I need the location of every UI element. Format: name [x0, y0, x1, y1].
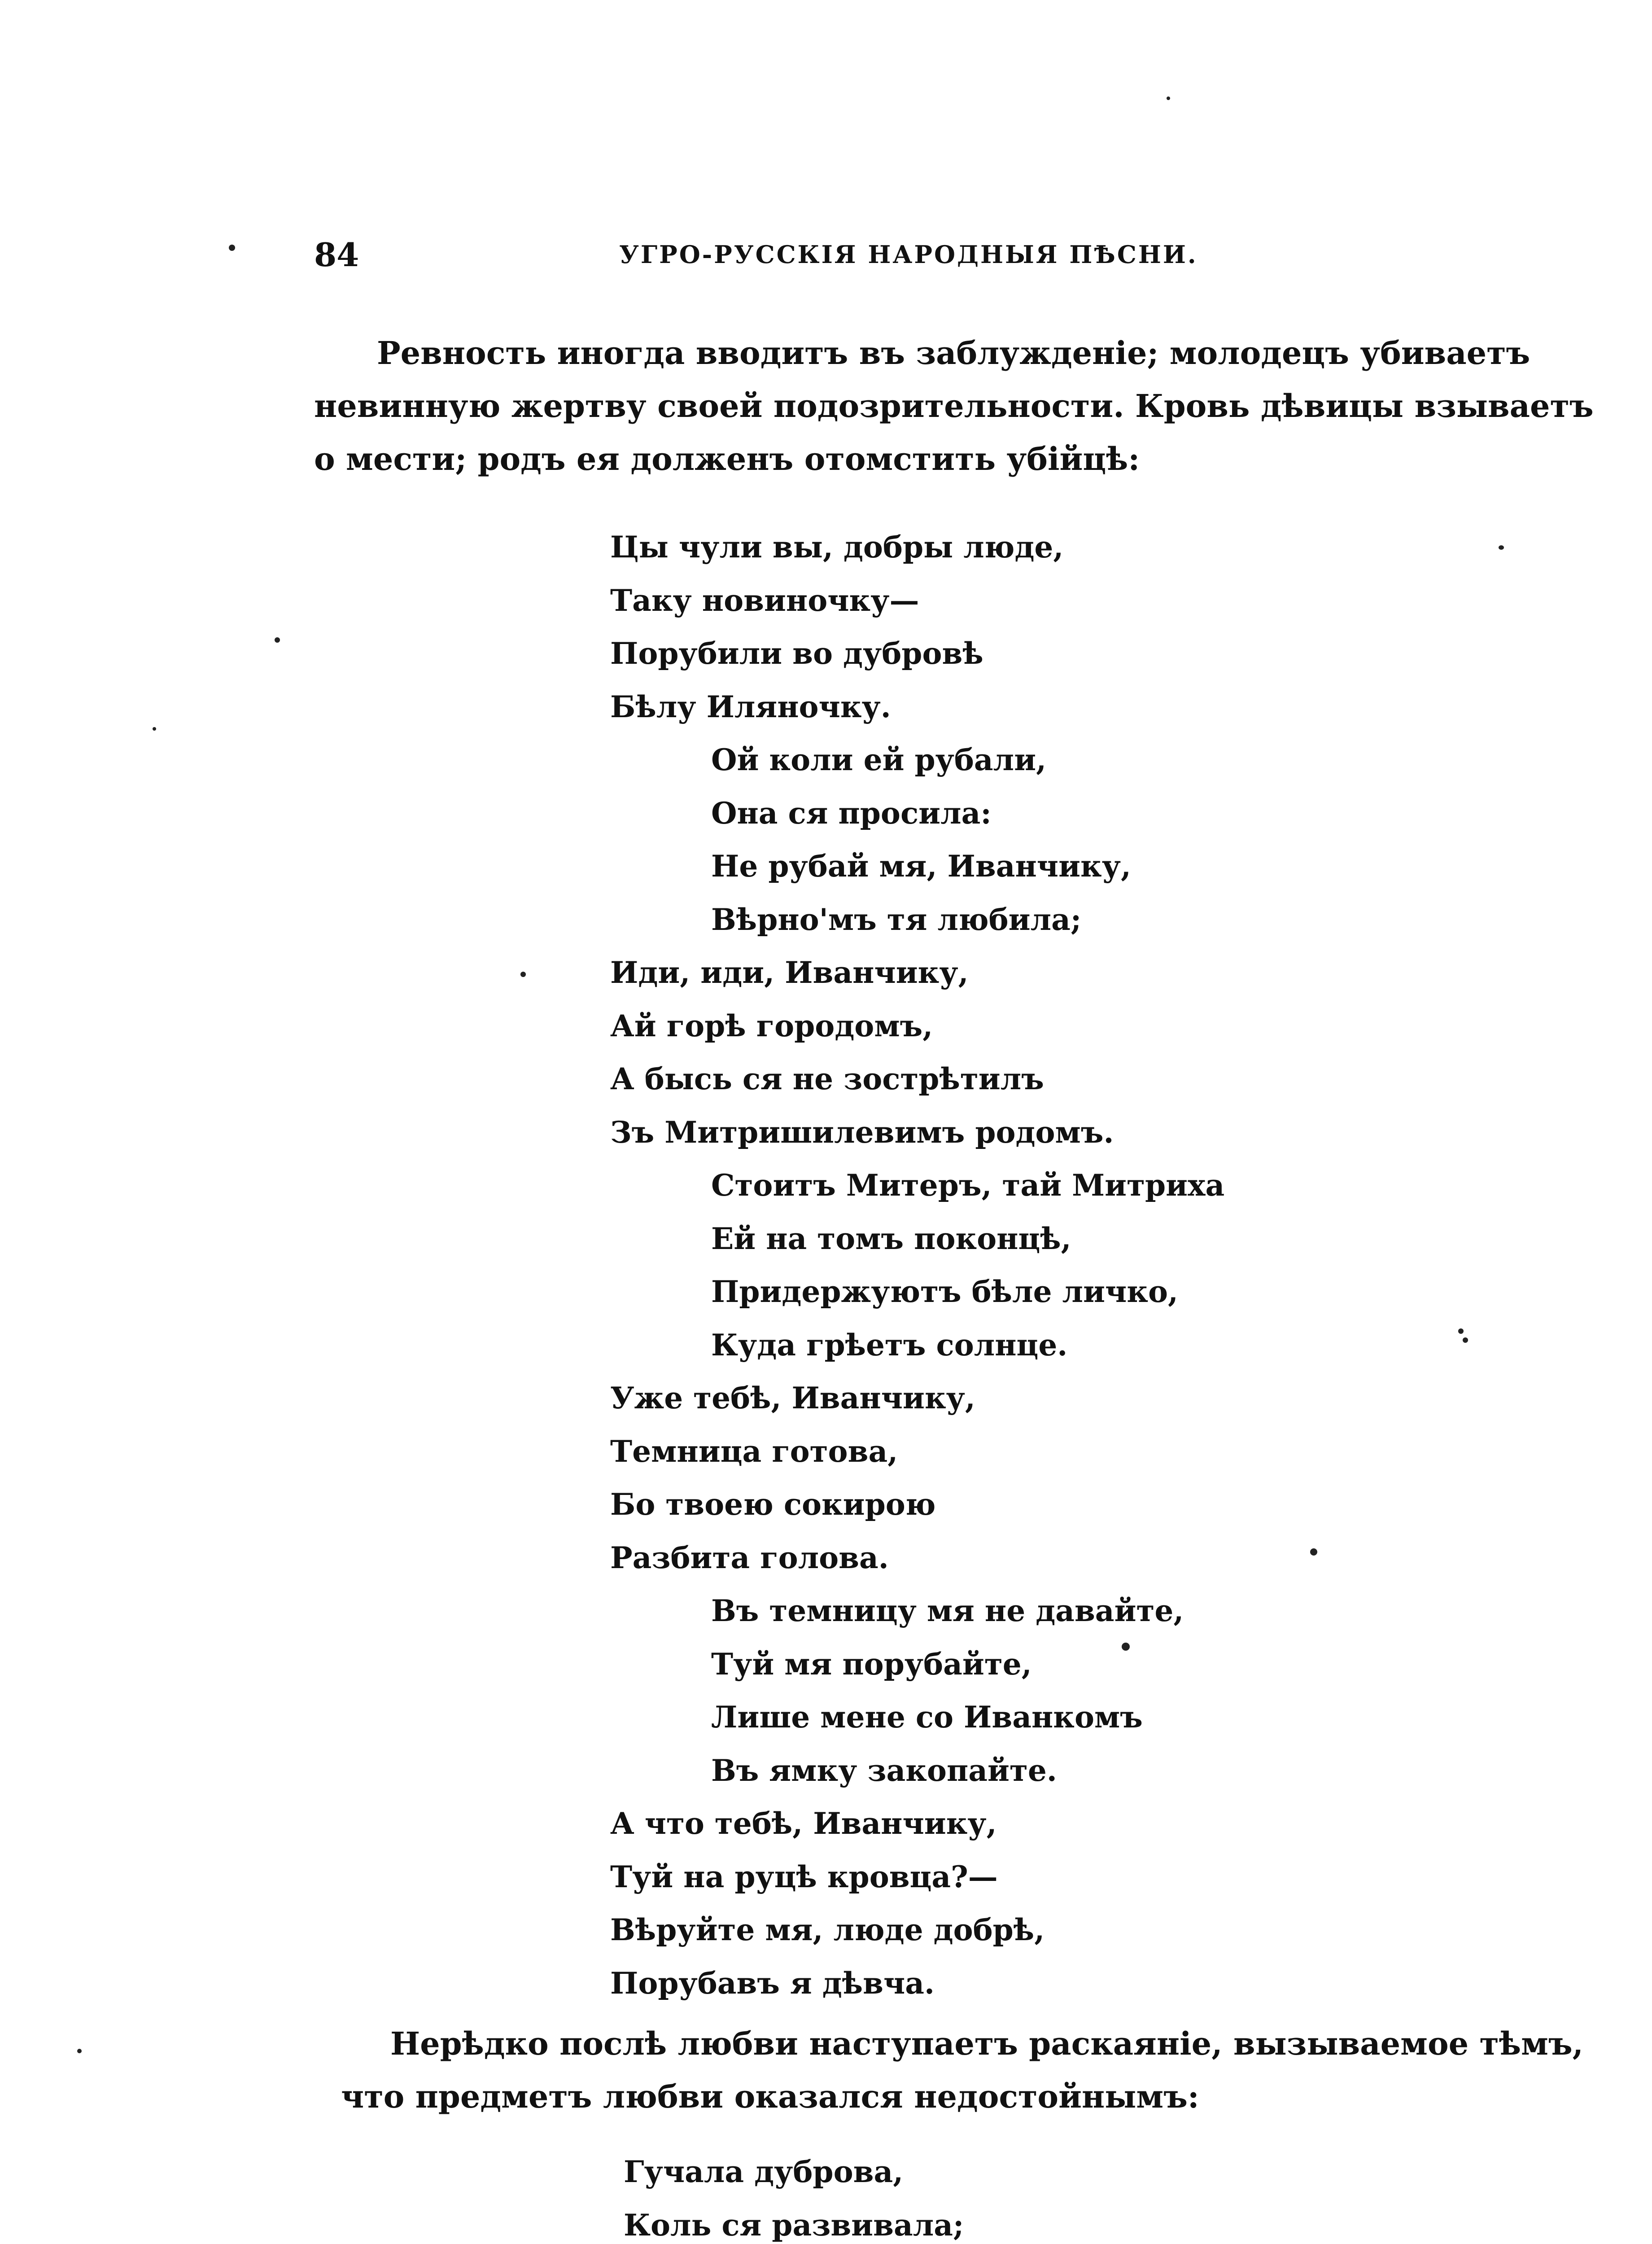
paragraph-line: что предметъ любви оказался недостойнымъ:: [341, 2078, 1199, 2115]
verse-line: Не рубай мя, Иванчику,: [711, 849, 1131, 884]
verse-line: Таку новиночку—: [610, 583, 919, 618]
verse-line: Туй на руцѣ кровца?—: [610, 1859, 998, 1894]
verse-line: Уже тебѣ, Иванчику,: [610, 1381, 975, 1416]
outro-paragraph: [341, 2017, 1584, 2123]
verse-line: А бысь ся не зострѣтилъ: [610, 1061, 1044, 1096]
page-number: 84: [314, 236, 359, 274]
intro-paragraph: [314, 327, 1594, 486]
verse-line: Вѣруйте мя, люде добрѣ,: [610, 1912, 1045, 1947]
verse-line: А что тебѣ, Иванчику,: [610, 1806, 997, 1841]
scan-speck: [1499, 545, 1504, 550]
scan-speck: [229, 245, 235, 251]
scan-speck: [1310, 1548, 1317, 1556]
song-two: [624, 2145, 1297, 2244]
verse-line: Ой коли ей рубали,: [711, 742, 1047, 777]
verse-line: Вѣрно'мъ тя любила;: [711, 902, 1082, 937]
verse-line: Ай горѣ городомъ,: [610, 1008, 933, 1043]
scan-speck: [1463, 1337, 1468, 1343]
verse-line: Бо твоею сокирою: [610, 1487, 936, 1522]
verse-line: Порубавъ я дѣвча.: [610, 1965, 935, 2001]
verse-line: Гучала дуброва,: [624, 2154, 904, 2189]
scan-speck: [1458, 1328, 1464, 1334]
scan-speck: [275, 637, 280, 643]
verse-line: Въ ямку закопайте.: [711, 1753, 1057, 1788]
page-header: [314, 236, 1427, 285]
verse-line: Разбита голова.: [610, 1540, 889, 1575]
verse-line: Придержуютъ бѣле личко,: [711, 1274, 1179, 1309]
verse-line: Темница готова,: [610, 1433, 898, 1469]
verse-line: Коль ся развивала;: [624, 2207, 964, 2243]
verse-line: Туй мя порубайте,: [711, 1646, 1032, 1682]
scan-speck: [77, 2049, 82, 2053]
running-title: УГРО-РУССКІЯ НАРОДНЫЯ ПѢСНИ.: [619, 240, 1198, 269]
paragraph-line: невинную жертву своей подозрительности. Кровь дѣвицы взываетъ: [314, 387, 1594, 425]
scan-speck: [520, 972, 526, 977]
scan-speck: [153, 727, 156, 731]
verse-line: Зъ Митришилевимъ родомъ.: [610, 1114, 1114, 1150]
paragraph-line: Нерѣдко послѣ любви наступаетъ раскаяніе, вызываемое тѣмъ,: [390, 2025, 1584, 2062]
verse-line: Бѣлу Иляночку.: [610, 689, 891, 724]
scan-speck: [1122, 1643, 1130, 1651]
verse-line: Лише мене со Иванкомъ: [711, 1700, 1143, 1735]
verse-line: Куда грѣетъ солнце.: [711, 1327, 1068, 1363]
verse-line: Цы чули вы, добры люде,: [610, 530, 1064, 565]
verse-line: Стоитъ Митеръ, тай Митриха: [711, 1168, 1225, 1203]
scan-speck: [1167, 96, 1170, 100]
song-one: [610, 521, 1328, 2010]
paragraph-line: о мести; родъ ея долженъ отомстить убійцѣ:: [314, 440, 1140, 478]
paragraph-line: Ревность иногда вводитъ въ заблужденіе; молодецъ убиваетъ: [377, 334, 1530, 372]
verse-line: Въ темницу мя не давайте,: [711, 1593, 1184, 1628]
verse-line: Она ся просила:: [711, 795, 992, 831]
verse-line: Ей на томъ поконцѣ,: [711, 1221, 1071, 1256]
verse-line: Порубили во дубровѣ: [610, 636, 983, 671]
verse-line: Иди, иди, Иванчику,: [610, 955, 969, 990]
